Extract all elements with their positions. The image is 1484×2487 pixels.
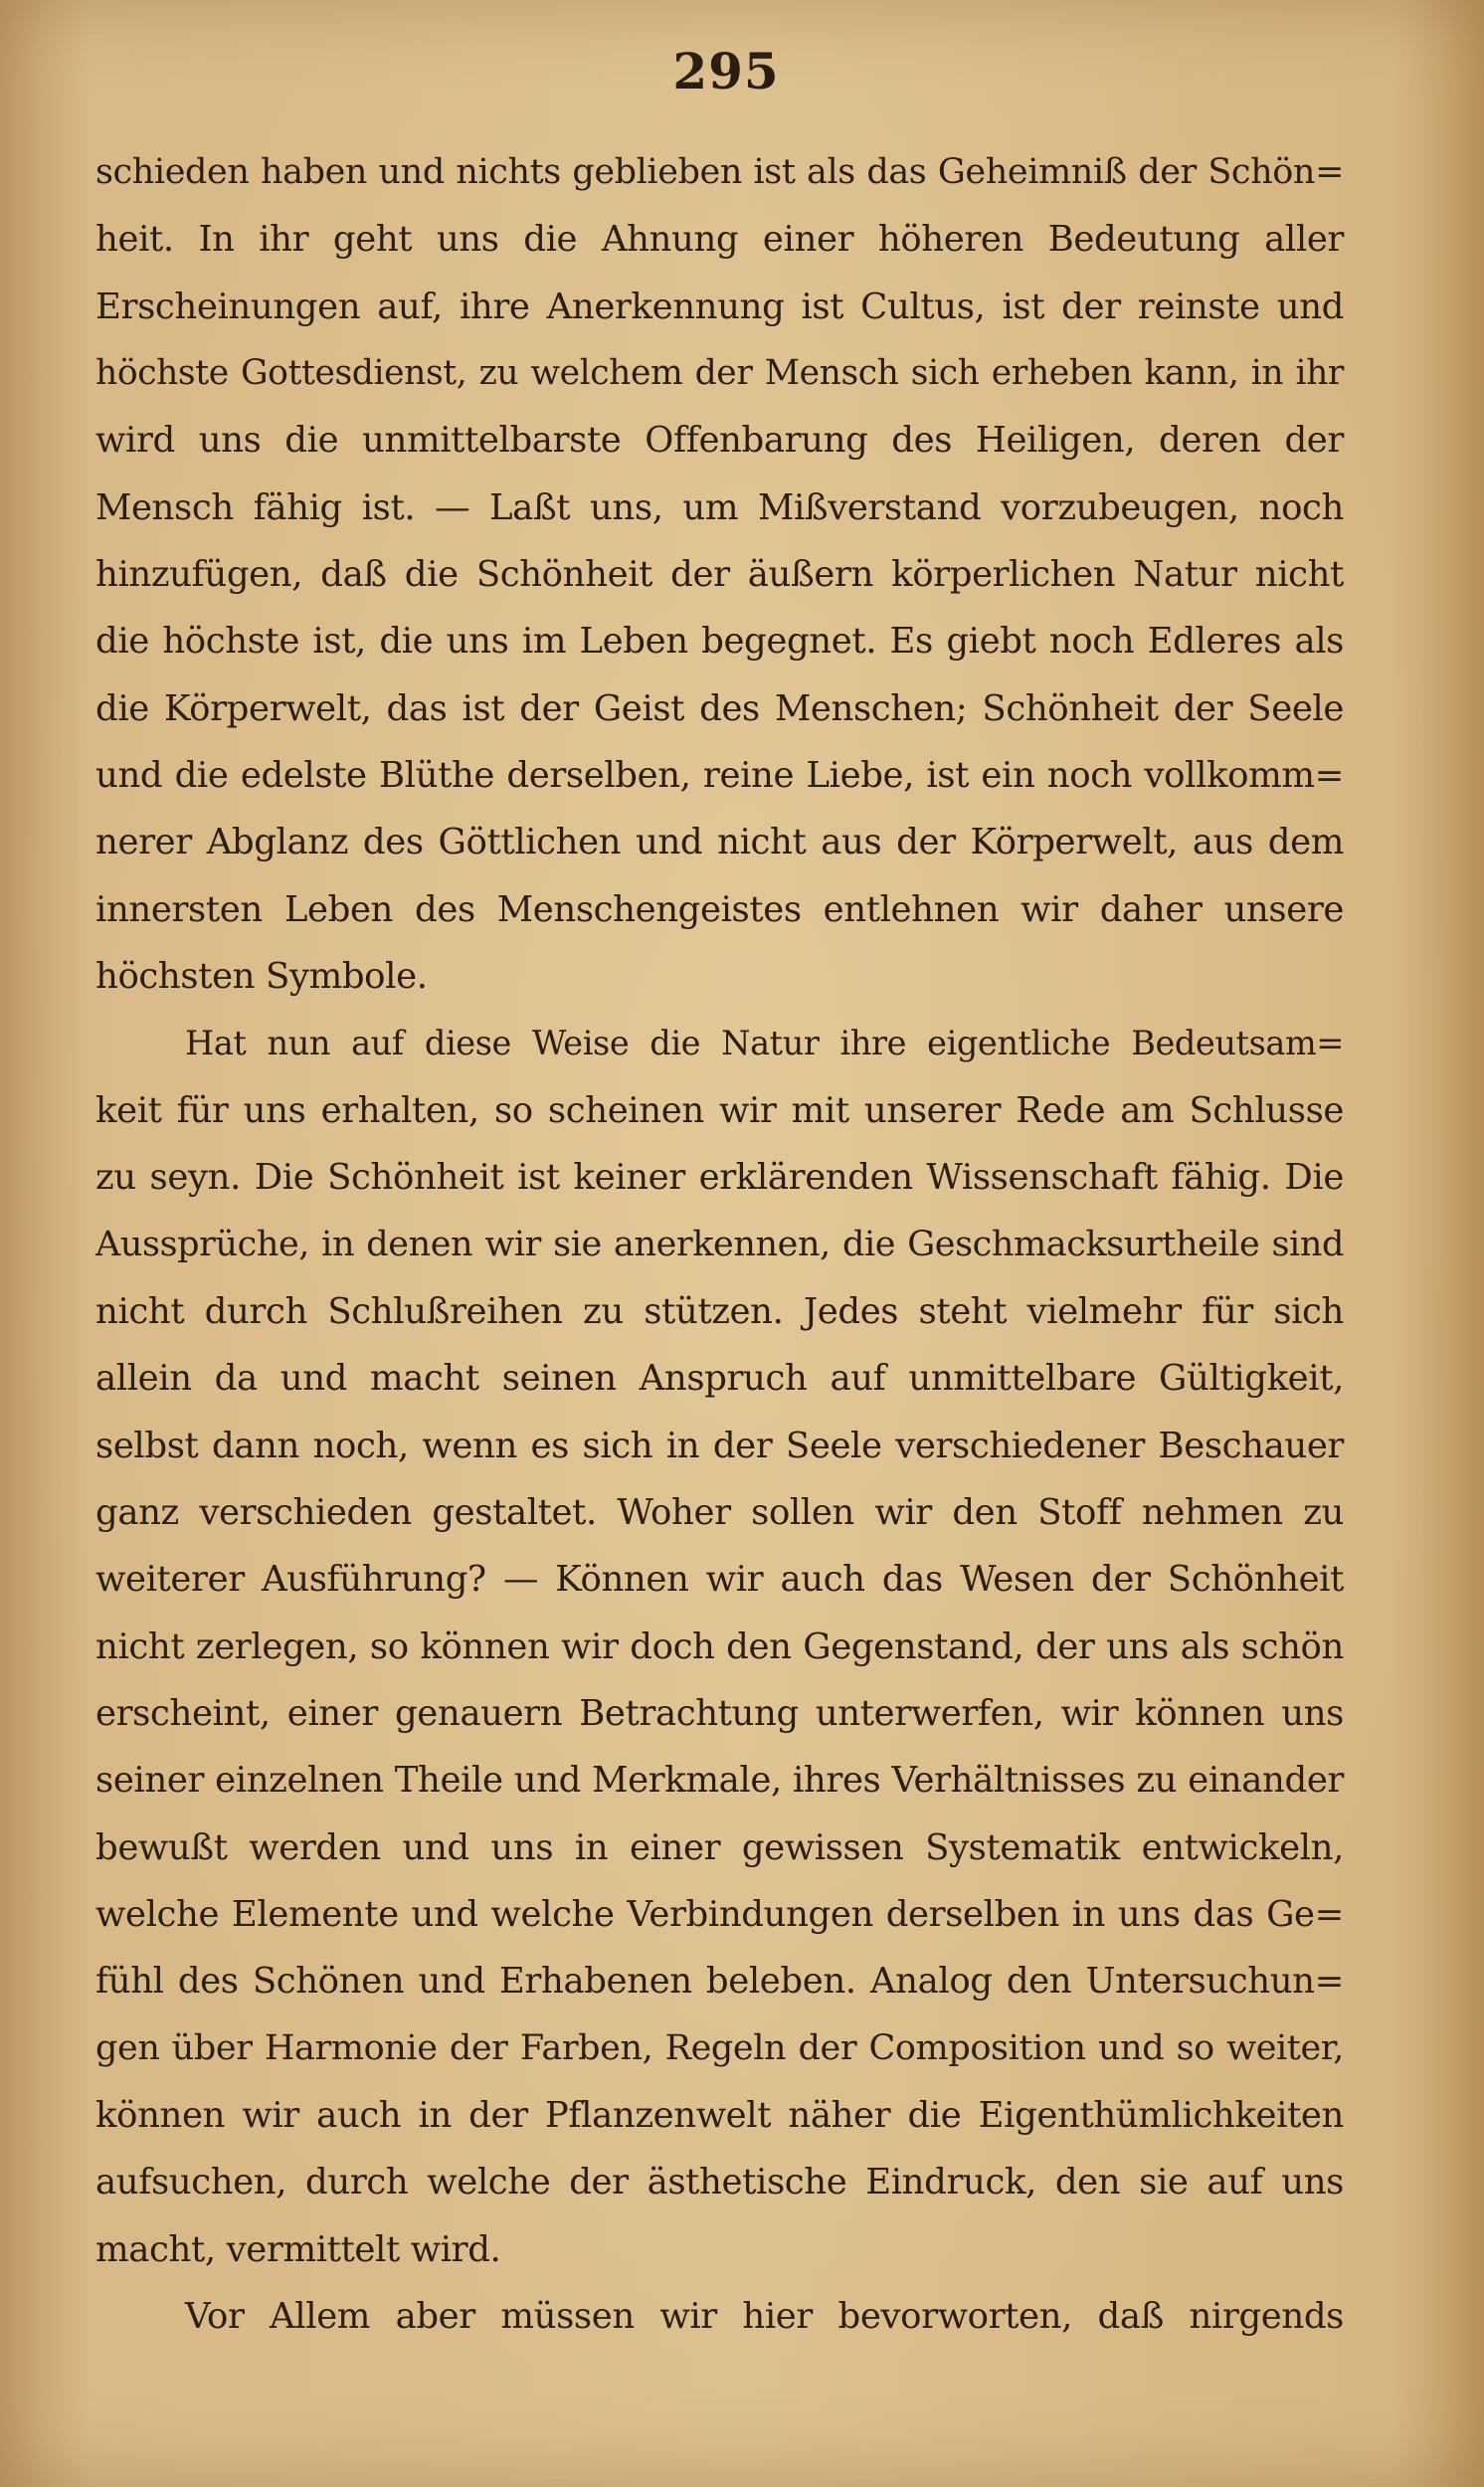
- text-line: innersten Leben des Menschengeistes entlehnen wir daher unsere: [95, 888, 1344, 930]
- text-line: und die edelste Blüthe derselben, reine Liebe, ist ein noch vollkomm=: [95, 755, 1344, 797]
- text-line: erscheint, einer genauern Betrachtung unterwerfen, wir können uns: [95, 1692, 1344, 1734]
- text-line: allein da und macht seinen Anspruch auf unmittelbare Gültigkeit,: [95, 1358, 1344, 1400]
- text-line: heit. In ihr geht uns die Ahnung einer höheren Bedeutung aller: [95, 219, 1344, 261]
- text-line: die Körperwelt, das ist der Geist des Menschen; Schönheit der Seele: [95, 687, 1344, 729]
- text-line: Mensch fähig ist. — Laßt uns, um Mißverstand vorzubeugen, noch: [95, 486, 1344, 528]
- text-line: wird uns die unmittelbarste Offenbarung des Heiligen, deren der: [95, 420, 1344, 462]
- body-text: [95, 139, 1344, 2350]
- text-line: höchsten Symbole.: [95, 956, 428, 998]
- text-line: gen über Harmonie der Farben, Regeln der Composition und so weiter,: [95, 2027, 1344, 2068]
- text-line: hinzufügen, daß die Schönheit der äußern körperlichen Natur nicht: [95, 554, 1344, 596]
- text-line: selbst dann noch, wenn es sich in der Seele verschiedener Beschauer: [95, 1425, 1344, 1466]
- text-line: schieden haben und nichts geblieben ist als das Geheimniß der Schön=: [95, 152, 1344, 192]
- text-line: Erscheinungen auf, ihre Anerkennung ist Cultus, ist der reinste und: [95, 286, 1344, 327]
- text-line: welche Elemente und welche Verbindungen derselben in uns das Ge=: [95, 1893, 1344, 1935]
- text-line: höchste Gottesdienst, zu welchem der Mensch sich erheben kann, in ihr: [95, 353, 1344, 394]
- text-line: zu seyn. Die Schönheit ist keiner erklärenden Wissenschaft fähig. Die: [95, 1157, 1344, 1199]
- text-line: keit für uns erhalten, so scheinen wir mit unserer Rede am Schlusse: [95, 1089, 1344, 1131]
- text-line: nicht zerlegen, so können wir doch den Gegenstand, der uns als schön: [95, 1626, 1344, 1667]
- text-line: ganz verschieden gestaltet. Woher sollen wir den Stoff nehmen zu: [95, 1491, 1344, 1533]
- text-line: die höchste ist, die uns im Leben begegnet. Es giebt noch Edleres als: [95, 621, 1344, 663]
- text-line: weiterer Ausführung? — Können wir auch das Wesen der Schönheit: [95, 1559, 1344, 1601]
- page-number: 295: [672, 42, 780, 100]
- text-line: Vor Allem aber müssen wir hier bevorworten, daß nirgends: [185, 2296, 1344, 2337]
- text-line: Hat nun auf diese Weise die Natur ihre eigentliche Bedeutsam=: [185, 1024, 1344, 1063]
- text-line: seiner einzelnen Theile und Merkmale, ihres Verhältnisses zu einander: [95, 1760, 1344, 1802]
- text-line: nerer Abglanz des Göttlichen und nicht aus der Körperwelt, aus dem: [95, 822, 1344, 863]
- text-line: bewußt werden und uns in einer gewissen Systematik entwickeln,: [95, 1826, 1344, 1868]
- text-line: nicht durch Schlußreihen zu stützen. Jedes steht vielmehr für sich: [95, 1290, 1344, 1332]
- text-line: Aussprüche, in denen wir sie anerkennen, die Geschmacksurtheile sind: [95, 1224, 1344, 1264]
- text-line: fühl des Schönen und Erhabenen beleben. Analog den Untersuchun=: [95, 1961, 1344, 2003]
- text-line: können wir auch in der Pflanzenwelt näher die Eigenthümlichkeiten: [95, 2094, 1344, 2136]
- text-line: aufsuchen, durch welche der ästhetische Eindruck, den sie auf uns: [95, 2162, 1344, 2203]
- text-line: macht, vermittelt wird.: [95, 2228, 501, 2270]
